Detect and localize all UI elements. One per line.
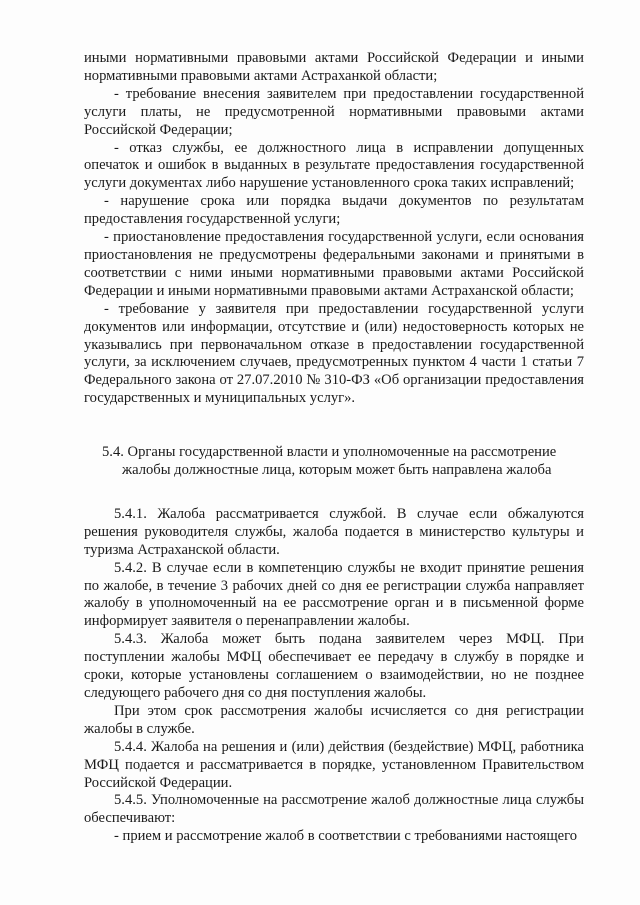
paragraph-refusal-correction: - отказ службы, ее должностного лица в исправлении допущенных опечаток и ошибок в выданных в результате предоставления государственной услуги документах либо нарушение установленного срока таких исправлений; xyxy=(84,139,584,192)
paragraph-fee-requirement: - требование внесения заявителем при предоставлении государственной услуги платы, не предусмотренной нормативными правовыми актами Российской Федерации; xyxy=(84,85,584,138)
section-heading-line2: жалобы должностные лица, которым может быть направлена жалоба xyxy=(122,462,552,479)
paragraph-complaint-term: При этом срок рассмотрения жалобы исчисляется со дня регистрации жалобы в службе. xyxy=(84,702,584,737)
paragraph-continuation: иными нормативными правовыми актами Российской Федерации и иными нормативными правовыми актами Астраханкой области; xyxy=(84,50,584,84)
paragraph-5-4-4: 5.4.4. Жалоба на решения и (или) действия (бездействие) МФЦ, работника МФЦ подается и рассматривается в порядке, установленном Правительством Российской Федерации. xyxy=(84,738,584,791)
section-heading-line1: 5.4. Органы государственной власти и уполномоченные на рассмотрение xyxy=(102,444,557,461)
paragraph-reception: - прием и рассмотрение жалоб в соответствии с требованиями настоящего xyxy=(114,828,578,845)
section-gap xyxy=(84,480,584,506)
paragraph-5-4-2: 5.4.2. В случае если в компетенцию службы не входит принятие решения по жалобе, в течение 3 рабочих дней со дня ее регистрации служба направляет жалобу в уполномоченный на ее рассмотрение орган и в письменной форме информирует заявителя о перенаправлении жалобы. xyxy=(84,559,584,630)
section-gap xyxy=(84,408,584,444)
paragraph-deadline-violation: - нарушение срока или порядка выдачи документов по результатам предоставления государственной услуги; xyxy=(84,193,584,228)
document-body xyxy=(84,50,584,846)
paragraph-5-4-5: 5.4.5. Уполномоченные на рассмотрение жалоб должностные лица службы обеспечивают: xyxy=(84,792,584,827)
paragraph-document-request: - требование у заявителя при предоставлении государственной услуги документов или информации, отсутствие и (или) недостоверность которых не указывались при первоначальном отказе в предоставлении государственной услуги, за исключением случаев, предусмотренных пунктом 4 части 1 статьи 7 Федерального закона от 27.07.2010 № 310-ФЗ «Об организации предоставления государственных и муниципальных услуг». xyxy=(84,300,584,407)
paragraph-suspension: - приостановление предоставления государственной услуги, если основания приостановления не предусмотрены федеральными законами и принятыми в соответствии с ними иными нормативными правовыми актами Российской Федерации и иными нормативными правовыми актами Астраханской области; xyxy=(84,229,584,299)
paragraph-5-4-1: 5.4.1. Жалоба рассматривается службой. В случае если обжалуются решения руководителя службы, жалоба подается в министерство культуры и туризма Астраханской области. xyxy=(84,505,584,558)
paragraph-5-4-3: 5.4.3. Жалоба может быть подана заявителем через МФЦ. При поступлении жалобы МФЦ обеспечивает ее передачу в службу в порядке и сроки, которые установлены соглашением о взаимодействии, но не позднее следующего рабочего дня со дня поступления жалобы. xyxy=(84,631,584,701)
section-heading xyxy=(84,444,584,480)
